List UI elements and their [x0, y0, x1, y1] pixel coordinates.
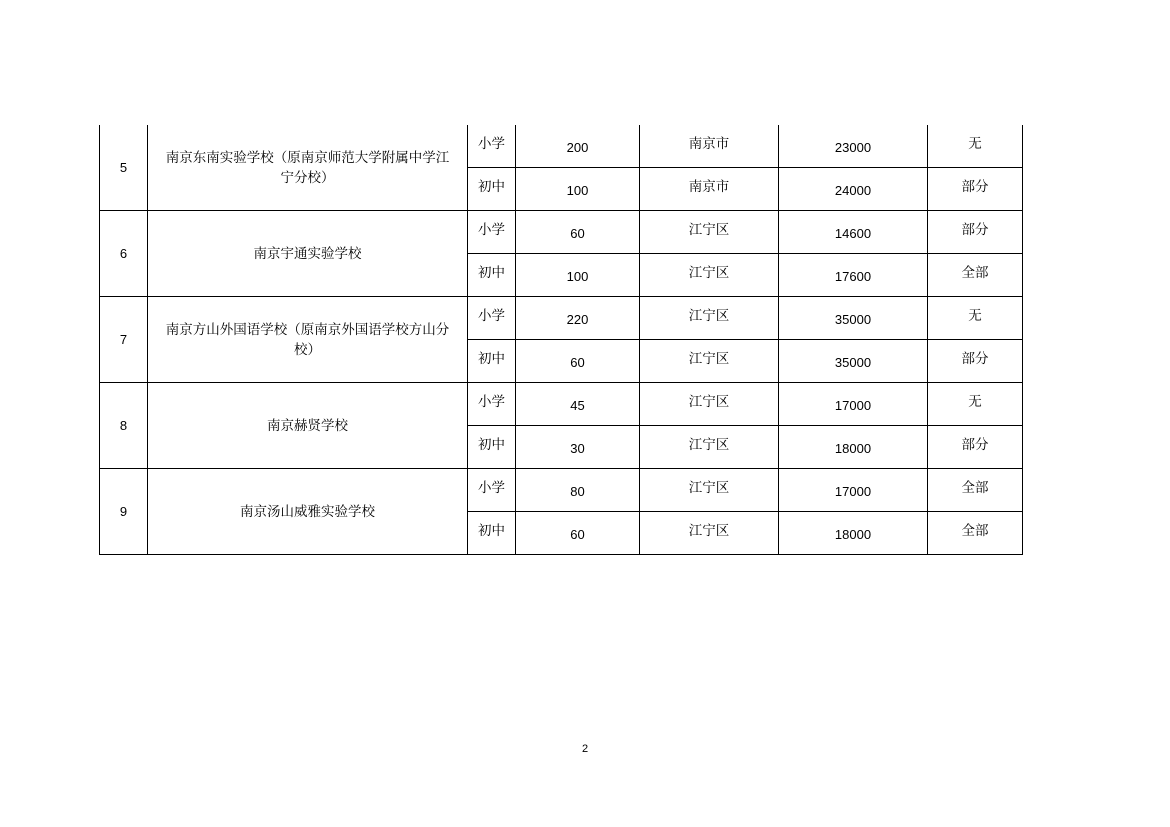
area-value: 江宁区 — [640, 211, 779, 254]
quota-value: 60 — [516, 211, 640, 254]
fee-value: 24000 — [779, 168, 928, 211]
area-value: 江宁区 — [640, 383, 779, 426]
quota-value: 60 — [516, 340, 640, 383]
area-value: 南京市 — [640, 125, 779, 168]
extra-value: 全部 — [928, 254, 1023, 297]
row-index: 9 — [100, 469, 148, 555]
school-name: 南京汤山威雅实验学校 — [148, 469, 468, 555]
school-table — [99, 125, 1023, 555]
school-level: 初中 — [468, 512, 516, 555]
fee-value: 35000 — [779, 340, 928, 383]
school-name: 南京东南实验学校（原南京师范大学附属中学江宁分校） — [148, 125, 468, 211]
school-name: 南京宇通实验学校 — [148, 211, 468, 297]
quota-value: 60 — [516, 512, 640, 555]
fee-value: 17000 — [779, 469, 928, 512]
school-name: 南京方山外国语学校（原南京外国语学校方山分校） — [148, 297, 468, 383]
area-value: 江宁区 — [640, 469, 779, 512]
fee-value: 23000 — [779, 125, 928, 168]
fee-value: 17000 — [779, 383, 928, 426]
quota-value: 200 — [516, 125, 640, 168]
row-index: 5 — [100, 125, 148, 211]
quota-value: 220 — [516, 297, 640, 340]
extra-value: 部分 — [928, 340, 1023, 383]
extra-value: 全部 — [928, 469, 1023, 512]
area-value: 江宁区 — [640, 254, 779, 297]
quota-value: 45 — [516, 383, 640, 426]
quota-value: 80 — [516, 469, 640, 512]
area-value: 江宁区 — [640, 340, 779, 383]
fee-value: 17600 — [779, 254, 928, 297]
quota-value: 100 — [516, 168, 640, 211]
fee-value: 35000 — [779, 297, 928, 340]
extra-value: 无 — [928, 125, 1023, 168]
school-level: 初中 — [468, 340, 516, 383]
table-row — [100, 211, 1023, 254]
extra-value: 部分 — [928, 211, 1023, 254]
extra-value: 部分 — [928, 426, 1023, 469]
table-row — [100, 297, 1023, 340]
quota-value: 30 — [516, 426, 640, 469]
school-level: 小学 — [468, 125, 516, 168]
page-number: 2 — [581, 743, 589, 755]
school-level: 小学 — [468, 469, 516, 512]
school-table-body — [100, 125, 1023, 555]
extra-value: 无 — [928, 297, 1023, 340]
row-index: 7 — [100, 297, 148, 383]
table-row — [100, 383, 1023, 426]
fee-value: 18000 — [779, 426, 928, 469]
row-index: 6 — [100, 211, 148, 297]
school-level: 小学 — [468, 211, 516, 254]
fee-value: 14600 — [779, 211, 928, 254]
school-level: 初中 — [468, 168, 516, 211]
school-level: 小学 — [468, 383, 516, 426]
extra-value: 无 — [928, 383, 1023, 426]
extra-value: 全部 — [928, 512, 1023, 555]
school-name: 南京赫贤学校 — [148, 383, 468, 469]
area-value: 江宁区 — [640, 297, 779, 340]
school-level: 初中 — [468, 254, 516, 297]
area-value: 南京市 — [640, 168, 779, 211]
fee-value: 18000 — [779, 512, 928, 555]
quota-value: 100 — [516, 254, 640, 297]
school-level: 小学 — [468, 297, 516, 340]
school-level: 初中 — [468, 426, 516, 469]
table-row — [100, 125, 1023, 168]
table-row — [100, 469, 1023, 512]
row-index: 8 — [100, 383, 148, 469]
area-value: 江宁区 — [640, 512, 779, 555]
extra-value: 部分 — [928, 168, 1023, 211]
area-value: 江宁区 — [640, 426, 779, 469]
